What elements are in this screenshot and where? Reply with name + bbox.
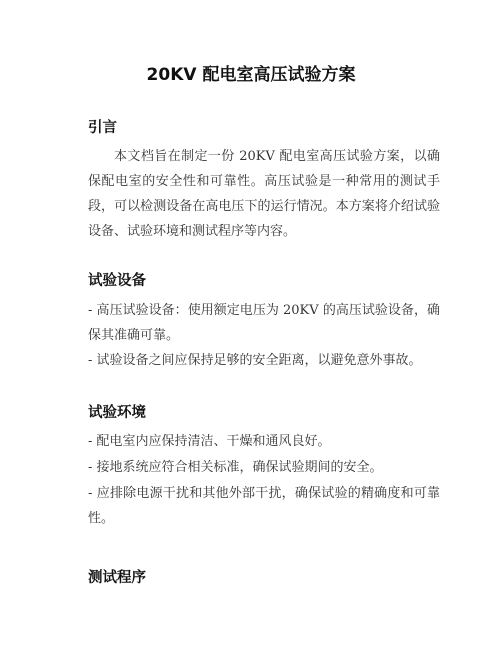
environment-item-2: - 接地系统应符合相关标准，确保试验期间的安全。 [88,460,383,475]
equipment-item-1: - 高压试验设备：使用额定电压为 20KV 的高压试验设备，确保其准确可靠。 [88,303,440,343]
document-title: 20KV 配电室高压试验方案 [146,65,356,85]
section-heading-equipment: 试验设备 [88,273,146,289]
section-heading-environment: 试验环境 [88,405,146,421]
environment-item-1: - 配电室内应保持清洁、干燥和通风良好。 [88,434,331,449]
section-heading-introduction: 引言 [88,120,117,136]
equipment-item-2: - 试验设备之间应保持足够的安全距离，以避免意外事故。 [88,353,422,368]
introduction-paragraph: 本文档旨在制定一份 20KV 配电室高压试验方案，以确保配电室的安全性和可靠性。高压试验是一种常用的测试手段，可以检测设备在高电压下的运行情况。本方案将介绍试验设备、试验环境和测试程序等内容。 [88,149,440,239]
section-heading-test-procedure: 测试程序 [88,570,146,586]
environment-item-3: - 应排除电源干扰和其他外部干扰，确保试验的精确度和可靠性。 [88,486,440,526]
